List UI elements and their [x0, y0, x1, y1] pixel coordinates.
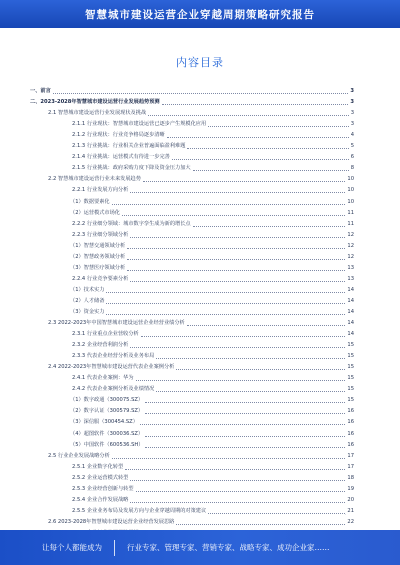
- toc-dot-leader: [193, 225, 346, 227]
- toc-dot-leader: [112, 203, 346, 205]
- toc-entry-page: 21: [347, 507, 354, 514]
- toc-entry[interactable]: [30, 196, 354, 207]
- toc-entry-page: 14: [347, 286, 354, 293]
- toc-entry-page: 17: [347, 463, 354, 470]
- toc-entry[interactable]: [30, 285, 354, 296]
- toc-dot-leader: [125, 468, 345, 470]
- toc-entry[interactable]: [30, 462, 354, 473]
- toc-dot-leader: [112, 457, 346, 459]
- toc-entry-page: 14: [347, 320, 354, 327]
- toc-entry[interactable]: [30, 185, 354, 196]
- toc-entry-page: 12: [347, 231, 354, 238]
- toc-entry-label: （1）数据要素化: [70, 198, 110, 205]
- toc-entry-page: 3: [350, 110, 354, 117]
- toc-dot-leader: [53, 92, 349, 94]
- toc-dot-leader: [130, 191, 345, 193]
- toc-entry-label: 二、2023-2028年智慧城市建设运营行业发展趋势预测: [30, 99, 160, 106]
- toc-entry[interactable]: [30, 473, 354, 484]
- toc-entry-page: 10: [347, 187, 354, 194]
- toc-entry-page: 14: [347, 331, 354, 338]
- footer-slogan-right: 行业专家、管理专家、营销专家、战略专家、成功企业家……: [127, 543, 330, 552]
- toc-entry-label: 2.4 2022-2023年智慧城市建设运营代表企业案例分析: [48, 364, 175, 371]
- toc-entry[interactable]: [30, 340, 354, 351]
- toc-dot-leader: [145, 401, 345, 403]
- toc-dot-leader: [187, 147, 348, 149]
- toc-entry-page: 17: [347, 452, 354, 459]
- toc-entry-page: 16: [347, 441, 354, 448]
- toc-entry-page: 15: [347, 342, 354, 349]
- report-header-banner: [0, 0, 400, 28]
- toc-dot-leader: [127, 247, 345, 249]
- toc-entry-page: 10: [347, 176, 354, 183]
- toc-entry-page: 5: [350, 143, 354, 150]
- toc-entry-label: 2.2.3 行业细分领域分析: [72, 231, 129, 238]
- toc-entry[interactable]: [30, 108, 354, 119]
- toc-entry[interactable]: [30, 119, 354, 130]
- toc-entry-page: 15: [347, 353, 354, 360]
- toc-dot-leader: [141, 335, 346, 337]
- toc-dot-leader: [127, 258, 345, 260]
- toc-entry[interactable]: [30, 252, 354, 263]
- toc-entry[interactable]: [30, 428, 354, 439]
- toc-dot-leader: [172, 158, 349, 160]
- toc-entry[interactable]: [30, 274, 354, 285]
- toc-entry-label: 2.4.2 代表企业案例分析及业绩情况: [72, 386, 155, 393]
- toc-entry-label: （2）运营模式市场化: [70, 209, 120, 216]
- toc-entry-page: 20: [347, 496, 354, 503]
- toc-entry-page: 3: [350, 99, 354, 106]
- toc-entry[interactable]: [30, 495, 354, 506]
- toc-entry-label: 2.5.2 企业运营模式转型: [72, 474, 129, 481]
- toc-entry[interactable]: [30, 395, 354, 406]
- toc-entry-label: 2.3.3 代表企业经营分析及业务布局: [72, 353, 155, 360]
- toc-dot-leader: [106, 302, 345, 304]
- toc-entry[interactable]: [30, 296, 354, 307]
- toc-dot-leader: [143, 180, 345, 182]
- toc-entry-label: 2.2.1 行业发展方向分析: [72, 187, 129, 194]
- toc-entry-label: 2.1.5 行业挑战：政府采购力度下降及资金压力加大: [72, 165, 191, 172]
- toc-entry-label: （1）技术实力: [70, 286, 105, 293]
- toc-entry-page: 15: [347, 375, 354, 382]
- toc-dot-leader: [145, 446, 345, 448]
- toc-entry-label: （2）人才储备: [70, 297, 105, 304]
- toc-entry-page: 14: [347, 308, 354, 315]
- toc-entry-label: （5）中国软件（600536.SH）: [70, 441, 144, 448]
- toc-entry-label: （4）超图软件（300036.SZ）: [70, 430, 144, 437]
- toc-dot-leader: [130, 501, 345, 503]
- toc-entry[interactable]: [30, 506, 354, 517]
- toc-entry[interactable]: [30, 517, 354, 528]
- toc-entry-page: 14: [347, 297, 354, 304]
- toc-entry-page: 19: [347, 485, 354, 492]
- toc-dot-leader: [167, 136, 349, 138]
- toc-dot-leader: [176, 368, 345, 370]
- toc-entry[interactable]: [30, 208, 354, 219]
- toc-entry-label: （2）数字认证（300579.SZ）: [70, 408, 144, 415]
- toc-entry-page: 8: [350, 165, 354, 172]
- footer-divider: [114, 540, 115, 556]
- toc-entry-label: 2.1 智慧城市建设运营行业发展现状及挑战: [48, 110, 147, 117]
- toc-entry[interactable]: [30, 417, 354, 428]
- toc-entry-page: 13: [347, 275, 354, 282]
- page-marker: ·: [345, 512, 347, 517]
- toc-entry-label: 2.1.1 行业现状：智慧城市建设运营已逐步产生规模化应用: [72, 121, 207, 128]
- toc-entry-label: 一、前言: [30, 88, 51, 95]
- toc-entry-label: （3）智慧医疗领域分析: [70, 264, 126, 271]
- toc-entry-label: （3）深信服（300454.SZ）: [70, 419, 138, 426]
- toc-dot-leader: [193, 169, 349, 171]
- toc-entry-label: （3）资金实力: [70, 308, 105, 315]
- toc-entry-label: 2.5.5 企业业务布局及发展方向与企业穿越周期的对策建议: [72, 507, 207, 514]
- toc-entry-page: 16: [347, 430, 354, 437]
- toc-entry[interactable]: [30, 152, 354, 163]
- toc-entry-label: 2.2.4 行业竞争要素分析: [72, 275, 129, 282]
- toc-dot-leader: [130, 236, 345, 238]
- toc-entry[interactable]: [30, 362, 354, 373]
- toc-entry-label: 2.1.2 行业现状：行业竞争格局逐步清晰: [72, 132, 165, 139]
- toc-entry[interactable]: [30, 451, 354, 462]
- toc-dot-leader: [176, 523, 345, 525]
- toc-entry-page: 11: [347, 209, 354, 216]
- toc-entry[interactable]: [30, 174, 354, 185]
- toc-dot-leader: [162, 103, 349, 105]
- toc-entry-page: 12: [347, 253, 354, 260]
- toc-dot-leader: [208, 125, 349, 127]
- toc-entry[interactable]: [30, 241, 354, 252]
- toc-entry-label: 2.1.4 行业挑战：运营模式有待进一步完善: [72, 154, 170, 161]
- toc-entry[interactable]: [30, 141, 354, 152]
- toc-dot-leader: [145, 412, 345, 414]
- toc-dot-leader: [127, 269, 345, 271]
- toc-entry-page: 3: [350, 121, 354, 128]
- report-title: 智慧城市建设运营企业穿越周期策略研究报告: [85, 8, 315, 21]
- toc-entry[interactable]: [30, 307, 354, 318]
- toc-dot-leader: [106, 313, 345, 315]
- toc-entry-page: 16: [347, 408, 354, 415]
- toc-dot-leader: [156, 390, 345, 392]
- toc-entry-page: 12: [347, 242, 354, 249]
- toc-entry-page: 16: [347, 419, 354, 426]
- toc-entry-label: 2.3.2 企业经营利润分析: [72, 342, 129, 349]
- toc-entry-page: 22: [347, 518, 354, 525]
- toc-entry-label: 2.2 智慧城市建设运营行业未来发展趋势: [48, 176, 141, 183]
- toc-entry-label: 2.6 2023-2028年智慧城市建设运营企业经营发展思路: [48, 518, 175, 525]
- toc-entry[interactable]: [30, 373, 354, 384]
- toc-entry-label: （1）智慧交通领域分析: [70, 242, 126, 249]
- toc-dot-leader: [208, 512, 345, 514]
- toc-entry[interactable]: [30, 329, 354, 340]
- toc-dot-leader: [140, 423, 345, 425]
- toc-entry[interactable]: [30, 230, 354, 241]
- toc-dot-leader: [122, 214, 345, 216]
- toc-entry[interactable]: [30, 219, 354, 230]
- toc-entry-label: 2.5.3 企业经营创新与转型: [72, 485, 134, 492]
- toc-entry[interactable]: [30, 406, 354, 417]
- toc-dot-leader: [136, 490, 346, 492]
- toc-entry-page: 3: [350, 88, 354, 95]
- toc-entry-label: （2）智慧政务领域分析: [70, 253, 126, 260]
- toc-entry-label: 2.4.1 代表企业案例：华为: [72, 375, 134, 382]
- toc-entry-page: 15: [347, 386, 354, 393]
- toc-entry-label: 2.1.3 行业挑战：行业相关企业普遍面临盈利难题: [72, 143, 186, 150]
- toc-entry-label: （1）数字政通（300075.SZ）: [70, 397, 144, 404]
- footer-slogan-left: 让每个人都能成为: [42, 543, 102, 552]
- toc-dot-leader: [156, 357, 345, 359]
- toc-dot-leader: [130, 479, 345, 481]
- toc-entry[interactable]: [30, 97, 354, 108]
- toc-entry-label: 2.3 2022-2023年中国智慧城市建设运营企业经营业绩分析: [48, 320, 185, 327]
- toc-entry-page: 15: [347, 397, 354, 404]
- toc-entry[interactable]: [30, 484, 354, 495]
- toc-dot-leader: [130, 346, 345, 348]
- toc-dot-leader: [136, 379, 346, 381]
- toc-entry-label: 2.3.1 行业重点企业营收分析: [72, 331, 139, 338]
- toc-entry-page: 4: [350, 132, 354, 139]
- toc-entry-page: 13: [347, 264, 354, 271]
- toc-entry[interactable]: [30, 351, 354, 362]
- toc-entry-page: 6: [350, 154, 354, 161]
- toc-entry-label: 2.5 行业企业发展战略分析: [48, 452, 110, 459]
- toc-entry-page: 11: [347, 220, 354, 227]
- toc-entry-page: 10: [347, 198, 354, 205]
- toc-entry[interactable]: [30, 130, 354, 141]
- toc-entry-label: 2.5.4 企业合作发展战略: [72, 496, 129, 503]
- toc-entry[interactable]: [30, 440, 354, 451]
- toc-entry[interactable]: [30, 384, 354, 395]
- toc-entry[interactable]: [30, 318, 354, 329]
- toc-entry-label: 2.5.1 企业数字化转型: [72, 463, 124, 470]
- footer-banner: [0, 530, 400, 565]
- toc-entry[interactable]: [30, 263, 354, 274]
- toc-dot-leader: [106, 291, 345, 293]
- toc-dot-leader: [130, 280, 345, 282]
- table-of-contents: [30, 86, 354, 550]
- toc-dot-leader: [145, 435, 345, 437]
- toc-entry[interactable]: [30, 86, 354, 97]
- toc-entry-page: 18: [347, 474, 354, 481]
- toc-entry-label: 2.2.2 行业细分领域：城市数字孪生成为新的增长点: [72, 220, 191, 227]
- toc-dot-leader: [187, 324, 346, 326]
- toc-dot-leader: [148, 114, 349, 116]
- toc-entry[interactable]: [30, 163, 354, 174]
- toc-entry-page: 15: [347, 364, 354, 371]
- toc-heading: 内容目录: [176, 56, 224, 69]
